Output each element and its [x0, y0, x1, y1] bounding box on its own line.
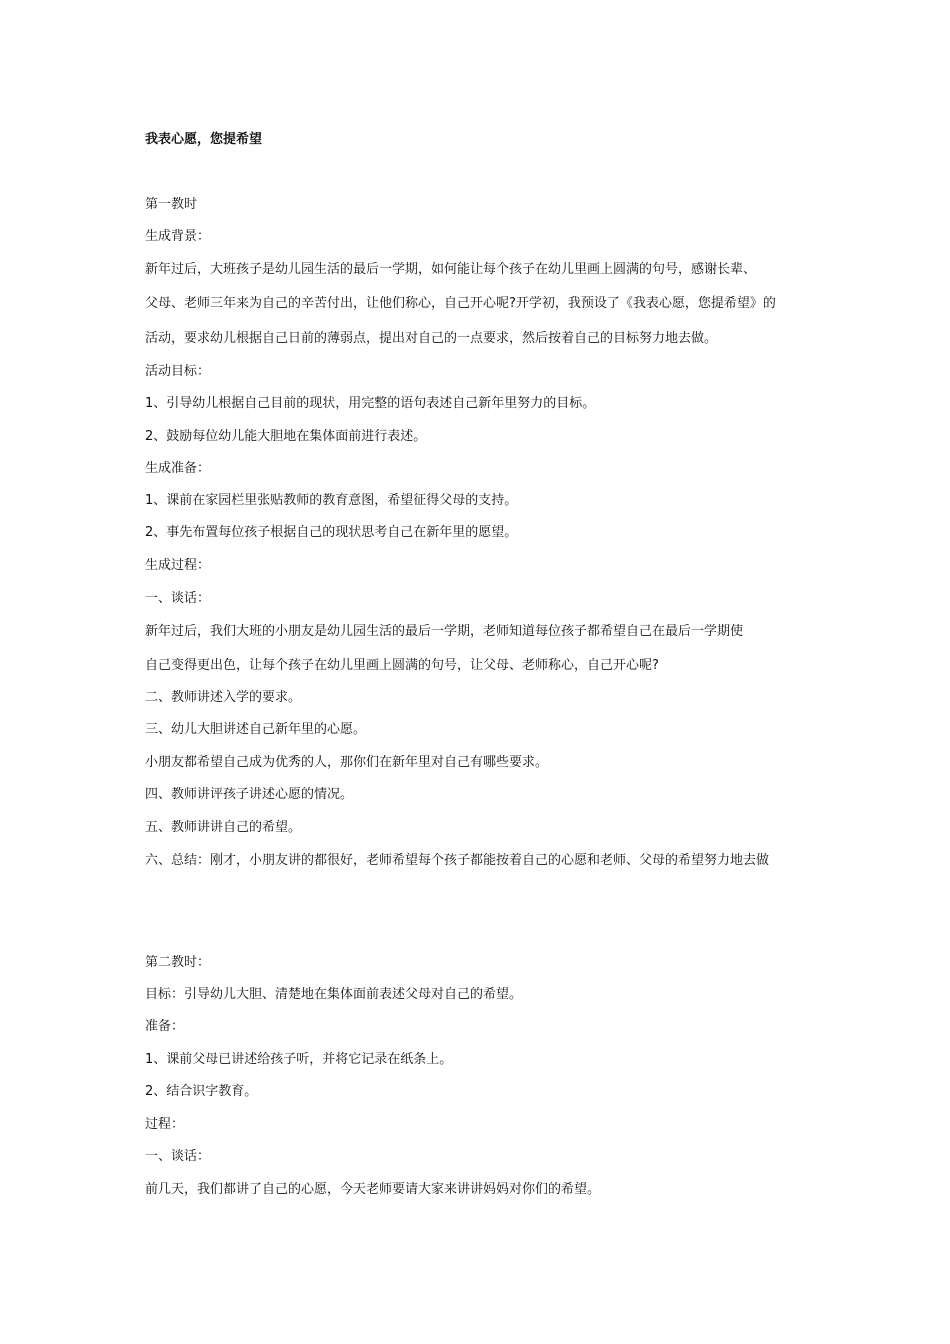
background-line: 活动，要求幼儿根据自己日前的薄弱点，提出对自己的一点要求，然后按着自己的目标努力地去做。: [145, 331, 718, 346]
prep-label: 生成准备：: [145, 461, 211, 476]
background-label: 生成背景：: [145, 229, 211, 244]
section1-heading: 第一教时: [145, 197, 198, 212]
section2-heading: 第二教时：: [145, 955, 211, 970]
section2-goal: 目标：引导幼儿大胆、清楚地在集体面前表述父母对自己的希望。: [145, 987, 523, 1002]
document-title: 我表心愿，您提希望: [145, 132, 263, 147]
process-item: 三、幼儿大胆讲述自己新年里的心愿。: [145, 722, 367, 737]
background-line: 新年过后，大班孩子是幼儿园生活的最后一学期，如何能让每个孩子在幼儿里画上圆满的句号，感谢长辈、: [145, 262, 757, 277]
process-item: 二、教师讲述入学的要求。: [145, 690, 302, 705]
process-item: 自己变得更出色，让每个孩子在幼儿里画上圆满的句号，让父母、老师称心，自己开心呢?: [145, 658, 659, 673]
goal-item: 2、鼓励每位幼儿能大胆地在集体面前进行表述。: [145, 429, 427, 444]
goals-label: 活动目标：: [145, 364, 211, 379]
section2-process-item: 前几天，我们都讲了自己的心愿，今天老师要请大家来讲讲妈妈对你们的希望。: [145, 1182, 601, 1197]
section2-prep-item: 1、课前父母已讲述给孩子听，并将它记录在纸条上。: [145, 1052, 453, 1067]
process-item: 五、教师讲讲自己的希望。: [145, 820, 302, 835]
goal-item: 1、引导幼儿根据自己目前的现状，用完整的语句表述自己新年里努力的目标。: [145, 396, 596, 411]
process-item: 新年过后，我们大班的小朋友是幼儿园生活的最后一学期，老师知道每位孩子都希望自己在最后一学期使: [145, 624, 744, 639]
section2-process-item: 一、谈话：: [145, 1149, 211, 1164]
section2-prep-label: 准备：: [145, 1019, 185, 1034]
prep-item: 2、事先布置每位孩子根据自己的现状思考自己在新年里的愿望。: [145, 525, 518, 540]
section2-process-label: 过程：: [145, 1117, 185, 1132]
process-label: 生成过程：: [145, 558, 211, 573]
process-item: 四、教师讲评孩子讲述心愿的情况。: [145, 787, 354, 802]
process-item: 一、谈话：: [145, 591, 211, 606]
background-line: 父母、老师三年来为自己的辛苦付出，让他们称心，自己开心呢?开学初，我预设了《我表心愿，您提希望》的: [145, 296, 776, 311]
process-item: 小朋友都希望自己成为优秀的人，那你们在新年里对自己有哪些要求。: [145, 755, 549, 770]
process-item: 六、总结：刚才，小朋友讲的都很好，老师希望每个孩子都能按着自己的心愿和老师、父母的希望努力地去做: [145, 853, 770, 868]
section2-prep-item: 2、结合识字教育。: [145, 1084, 258, 1099]
prep-item: 1、课前在家园栏里张贴教师的教育意图，希望征得父母的支持。: [145, 493, 518, 508]
